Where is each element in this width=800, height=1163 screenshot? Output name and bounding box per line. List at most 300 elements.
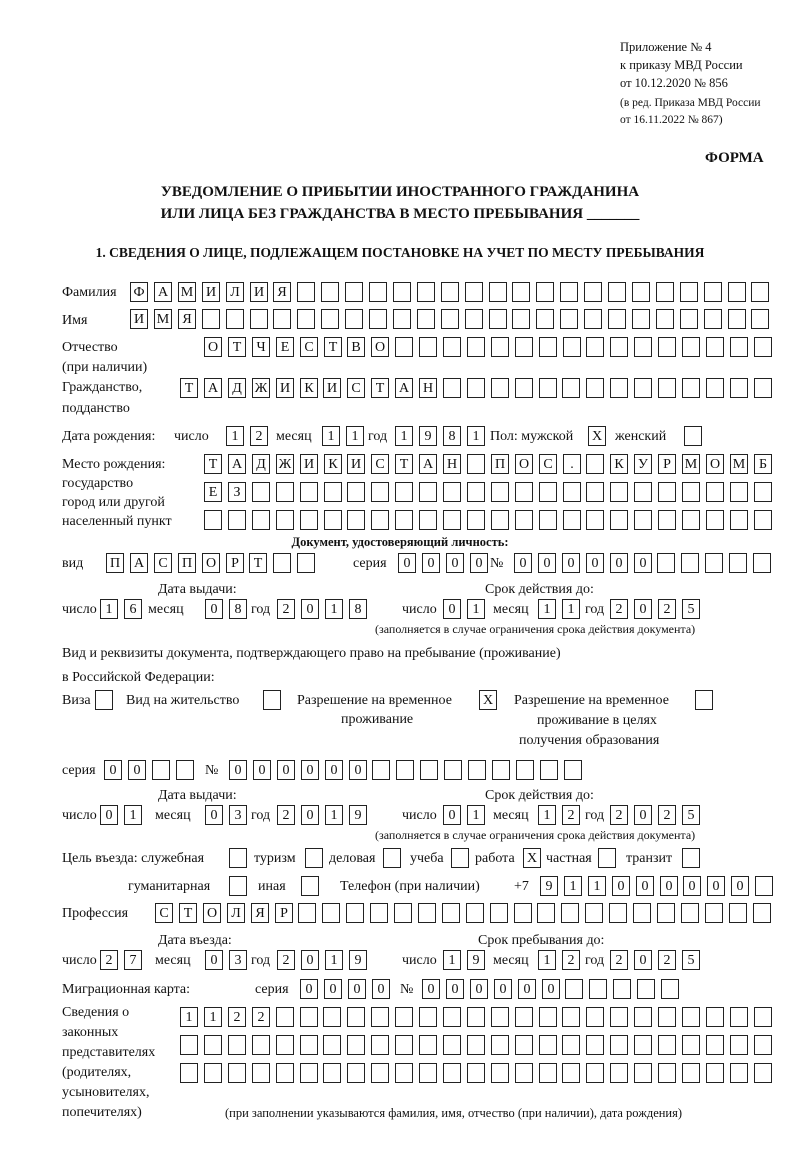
char-cell[interactable]: Я: [273, 282, 291, 302]
char-cell[interactable]: [419, 482, 437, 502]
char-cell[interactable]: С: [154, 553, 172, 573]
char-cell[interactable]: [632, 282, 650, 302]
char-cell[interactable]: И: [202, 282, 220, 302]
char-cell[interactable]: П: [491, 454, 509, 474]
char-cell[interactable]: [562, 1035, 580, 1055]
char-cell[interactable]: П: [178, 553, 196, 573]
checkbox[interactable]: [695, 690, 713, 710]
char-cell[interactable]: [371, 482, 389, 502]
char-cell[interactable]: [395, 337, 413, 357]
char-cell[interactable]: Т: [395, 454, 413, 474]
char-cell[interactable]: [730, 482, 748, 502]
char-cell[interactable]: [300, 1035, 318, 1055]
char-cell[interactable]: 0: [446, 553, 464, 573]
char-cell[interactable]: 2: [562, 805, 580, 825]
char-cell[interactable]: [228, 510, 246, 530]
char-cell[interactable]: [681, 553, 699, 573]
char-cell[interactable]: [204, 510, 222, 530]
char-cell[interactable]: [369, 282, 387, 302]
char-cell[interactable]: [680, 282, 698, 302]
char-cell[interactable]: 0: [349, 760, 367, 780]
char-cell[interactable]: [323, 1063, 341, 1083]
char-cell[interactable]: 5: [682, 805, 700, 825]
char-cell[interactable]: [584, 282, 602, 302]
char-cell[interactable]: Т: [371, 378, 389, 398]
char-cell[interactable]: 7: [124, 950, 142, 970]
char-cell[interactable]: [467, 337, 485, 357]
char-cell[interactable]: 1: [467, 599, 485, 619]
char-cell[interactable]: [300, 482, 318, 502]
char-cell[interactable]: Я: [251, 903, 269, 923]
char-cell[interactable]: 0: [731, 876, 749, 896]
char-cell[interactable]: [656, 309, 674, 329]
char-cell[interactable]: 0: [301, 805, 319, 825]
char-cell[interactable]: 0: [277, 760, 295, 780]
char-cell[interactable]: [705, 903, 723, 923]
char-cell[interactable]: 1: [538, 805, 556, 825]
char-cell[interactable]: [608, 309, 626, 329]
char-cell[interactable]: 0: [707, 876, 725, 896]
char-cell[interactable]: З: [228, 482, 246, 502]
char-cell[interactable]: [586, 1007, 604, 1027]
char-cell[interactable]: О: [515, 454, 533, 474]
char-cell[interactable]: 2: [610, 950, 628, 970]
char-cell[interactable]: 2: [658, 805, 676, 825]
char-cell[interactable]: [754, 510, 772, 530]
char-cell[interactable]: 0: [612, 876, 630, 896]
char-cell[interactable]: 0: [470, 553, 488, 573]
char-cell[interactable]: [371, 1007, 389, 1027]
char-cell[interactable]: [491, 378, 509, 398]
char-cell[interactable]: [467, 510, 485, 530]
char-cell[interactable]: 5: [682, 950, 700, 970]
checkbox[interactable]: X: [479, 690, 497, 710]
checkbox[interactable]: X: [588, 426, 606, 446]
char-cell[interactable]: 0: [301, 950, 319, 970]
char-cell[interactable]: 0: [514, 553, 532, 573]
char-cell[interactable]: Н: [419, 378, 437, 398]
char-cell[interactable]: 0: [634, 805, 652, 825]
char-cell[interactable]: Д: [252, 454, 270, 474]
char-cell[interactable]: [682, 337, 700, 357]
char-cell[interactable]: [321, 309, 339, 329]
char-cell[interactable]: [632, 309, 650, 329]
char-cell[interactable]: [322, 903, 340, 923]
char-cell[interactable]: [324, 510, 342, 530]
char-cell[interactable]: [584, 309, 602, 329]
char-cell[interactable]: [634, 1063, 652, 1083]
char-cell[interactable]: [706, 510, 724, 530]
char-cell[interactable]: [467, 1035, 485, 1055]
char-cell[interactable]: Т: [249, 553, 267, 573]
char-cell[interactable]: [706, 337, 724, 357]
char-cell[interactable]: 8: [443, 426, 461, 446]
char-cell[interactable]: [539, 482, 557, 502]
char-cell[interactable]: [539, 378, 557, 398]
char-cell[interactable]: [658, 378, 676, 398]
checkbox[interactable]: X: [523, 848, 541, 868]
char-cell[interactable]: [443, 1035, 461, 1055]
char-cell[interactable]: [491, 1063, 509, 1083]
checkbox[interactable]: [684, 426, 702, 446]
char-cell[interactable]: [661, 979, 679, 999]
char-cell[interactable]: 0: [301, 760, 319, 780]
char-cell[interactable]: 0: [422, 979, 440, 999]
char-cell[interactable]: [586, 337, 604, 357]
char-cell[interactable]: [345, 309, 363, 329]
char-cell[interactable]: [637, 979, 655, 999]
char-cell[interactable]: [658, 1035, 676, 1055]
char-cell[interactable]: 0: [229, 760, 247, 780]
char-cell[interactable]: [682, 378, 700, 398]
char-cell[interactable]: [585, 903, 603, 923]
char-cell[interactable]: [512, 309, 530, 329]
char-cell[interactable]: Б: [754, 454, 772, 474]
char-cell[interactable]: [706, 1063, 724, 1083]
char-cell[interactable]: [753, 903, 771, 923]
char-cell[interactable]: [371, 510, 389, 530]
char-cell[interactable]: Т: [228, 337, 246, 357]
char-cell[interactable]: [300, 1007, 318, 1027]
char-cell[interactable]: 2: [658, 599, 676, 619]
checkbox[interactable]: [301, 876, 319, 896]
char-cell[interactable]: [152, 760, 170, 780]
char-cell[interactable]: [561, 903, 579, 923]
char-cell[interactable]: И: [130, 309, 148, 329]
char-cell[interactable]: [395, 482, 413, 502]
char-cell[interactable]: [728, 282, 746, 302]
char-cell[interactable]: [730, 1063, 748, 1083]
char-cell[interactable]: [467, 482, 485, 502]
char-cell[interactable]: [634, 482, 652, 502]
char-cell[interactable]: 0: [470, 979, 488, 999]
char-cell[interactable]: 1: [395, 426, 413, 446]
char-cell[interactable]: [417, 309, 435, 329]
char-cell[interactable]: [754, 378, 772, 398]
char-cell[interactable]: У: [634, 454, 652, 474]
char-cell[interactable]: 2: [252, 1007, 270, 1027]
char-cell[interactable]: [372, 760, 390, 780]
char-cell[interactable]: [610, 1035, 628, 1055]
char-cell[interactable]: К: [610, 454, 628, 474]
char-cell[interactable]: Р: [658, 454, 676, 474]
char-cell[interactable]: И: [300, 454, 318, 474]
char-cell[interactable]: [252, 1035, 270, 1055]
char-cell[interactable]: [610, 1007, 628, 1027]
char-cell[interactable]: [515, 482, 533, 502]
char-cell[interactable]: [536, 282, 554, 302]
char-cell[interactable]: 2: [658, 950, 676, 970]
char-cell[interactable]: 1: [180, 1007, 198, 1027]
char-cell[interactable]: 0: [562, 553, 580, 573]
char-cell[interactable]: [417, 282, 435, 302]
char-cell[interactable]: А: [228, 454, 246, 474]
char-cell[interactable]: 1: [226, 426, 244, 446]
char-cell[interactable]: [539, 510, 557, 530]
char-cell[interactable]: [418, 903, 436, 923]
char-cell[interactable]: 8: [349, 599, 367, 619]
char-cell[interactable]: [276, 482, 294, 502]
char-cell[interactable]: [634, 378, 652, 398]
char-cell[interactable]: [634, 337, 652, 357]
char-cell[interactable]: А: [395, 378, 413, 398]
char-cell[interactable]: [466, 903, 484, 923]
char-cell[interactable]: М: [154, 309, 172, 329]
char-cell[interactable]: А: [204, 378, 222, 398]
char-cell[interactable]: 9: [419, 426, 437, 446]
char-cell[interactable]: [393, 309, 411, 329]
char-cell[interactable]: 0: [205, 805, 223, 825]
char-cell[interactable]: 1: [204, 1007, 222, 1027]
char-cell[interactable]: 2: [228, 1007, 246, 1027]
char-cell[interactable]: [560, 309, 578, 329]
char-cell[interactable]: 1: [443, 950, 461, 970]
char-cell[interactable]: О: [202, 553, 220, 573]
char-cell[interactable]: [465, 282, 483, 302]
char-cell[interactable]: [564, 760, 582, 780]
char-cell[interactable]: [560, 282, 578, 302]
char-cell[interactable]: 2: [277, 805, 295, 825]
char-cell[interactable]: [395, 1035, 413, 1055]
char-cell[interactable]: [468, 760, 486, 780]
char-cell[interactable]: [586, 1063, 604, 1083]
char-cell[interactable]: [613, 979, 631, 999]
char-cell[interactable]: [562, 1063, 580, 1083]
char-cell[interactable]: 1: [325, 805, 343, 825]
char-cell[interactable]: [680, 309, 698, 329]
char-cell[interactable]: [467, 454, 485, 474]
char-cell[interactable]: [563, 482, 581, 502]
char-cell[interactable]: П: [106, 553, 124, 573]
char-cell[interactable]: [321, 282, 339, 302]
char-cell[interactable]: 0: [422, 553, 440, 573]
char-cell[interactable]: [491, 1007, 509, 1027]
char-cell[interactable]: 1: [346, 426, 364, 446]
char-cell[interactable]: [298, 903, 316, 923]
char-cell[interactable]: [395, 510, 413, 530]
char-cell[interactable]: [754, 1063, 772, 1083]
char-cell[interactable]: [537, 903, 555, 923]
char-cell[interactable]: [443, 378, 461, 398]
char-cell[interactable]: К: [324, 454, 342, 474]
char-cell[interactable]: [489, 282, 507, 302]
char-cell[interactable]: [345, 282, 363, 302]
char-cell[interactable]: 1: [564, 876, 582, 896]
char-cell[interactable]: 1: [562, 599, 580, 619]
char-cell[interactable]: [252, 510, 270, 530]
char-cell[interactable]: [419, 337, 437, 357]
char-cell[interactable]: 0: [128, 760, 146, 780]
char-cell[interactable]: 5: [682, 599, 700, 619]
char-cell[interactable]: [586, 510, 604, 530]
char-cell[interactable]: [610, 378, 628, 398]
char-cell[interactable]: 1: [325, 599, 343, 619]
char-cell[interactable]: 0: [205, 950, 223, 970]
char-cell[interactable]: [682, 1063, 700, 1083]
char-cell[interactable]: [443, 482, 461, 502]
char-cell[interactable]: [371, 1063, 389, 1083]
char-cell[interactable]: [443, 1007, 461, 1027]
char-cell[interactable]: Л: [227, 903, 245, 923]
char-cell[interactable]: Е: [204, 482, 222, 502]
char-cell[interactable]: Т: [324, 337, 342, 357]
char-cell[interactable]: [202, 309, 220, 329]
char-cell[interactable]: [705, 553, 723, 573]
char-cell[interactable]: Е: [276, 337, 294, 357]
char-cell[interactable]: [682, 1007, 700, 1027]
char-cell[interactable]: [323, 1035, 341, 1055]
char-cell[interactable]: 1: [538, 950, 556, 970]
char-cell[interactable]: [443, 510, 461, 530]
char-cell[interactable]: [586, 378, 604, 398]
char-cell[interactable]: 2: [610, 805, 628, 825]
char-cell[interactable]: [539, 1063, 557, 1083]
char-cell[interactable]: [514, 903, 532, 923]
char-cell[interactable]: [369, 309, 387, 329]
char-cell[interactable]: [586, 1035, 604, 1055]
char-cell[interactable]: А: [130, 553, 148, 573]
char-cell[interactable]: [539, 1035, 557, 1055]
checkbox[interactable]: [682, 848, 700, 868]
char-cell[interactable]: [347, 510, 365, 530]
char-cell[interactable]: 2: [277, 950, 295, 970]
char-cell[interactable]: [610, 482, 628, 502]
checkbox[interactable]: [305, 848, 323, 868]
char-cell[interactable]: 6: [124, 599, 142, 619]
char-cell[interactable]: 0: [446, 979, 464, 999]
char-cell[interactable]: [706, 482, 724, 502]
char-cell[interactable]: В: [347, 337, 365, 357]
char-cell[interactable]: [539, 1007, 557, 1027]
char-cell[interactable]: .: [563, 454, 581, 474]
char-cell[interactable]: [586, 454, 604, 474]
char-cell[interactable]: [730, 1035, 748, 1055]
char-cell[interactable]: [751, 282, 769, 302]
char-cell[interactable]: [347, 1007, 365, 1027]
char-cell[interactable]: [730, 1007, 748, 1027]
char-cell[interactable]: 2: [100, 950, 118, 970]
char-cell[interactable]: [297, 309, 315, 329]
char-cell[interactable]: 1: [467, 426, 485, 446]
char-cell[interactable]: Н: [443, 454, 461, 474]
char-cell[interactable]: Ж: [276, 454, 294, 474]
char-cell[interactable]: [657, 553, 675, 573]
char-cell[interactable]: [276, 1035, 294, 1055]
char-cell[interactable]: [562, 378, 580, 398]
char-cell[interactable]: 0: [518, 979, 536, 999]
char-cell[interactable]: [395, 1063, 413, 1083]
char-cell[interactable]: [370, 903, 388, 923]
char-cell[interactable]: 1: [100, 599, 118, 619]
char-cell[interactable]: [347, 1063, 365, 1083]
char-cell[interactable]: 0: [324, 979, 342, 999]
char-cell[interactable]: 0: [636, 876, 654, 896]
char-cell[interactable]: 0: [205, 599, 223, 619]
char-cell[interactable]: [489, 309, 507, 329]
char-cell[interactable]: [204, 1035, 222, 1055]
char-cell[interactable]: [682, 510, 700, 530]
char-cell[interactable]: И: [323, 378, 341, 398]
char-cell[interactable]: А: [419, 454, 437, 474]
char-cell[interactable]: [657, 903, 675, 923]
char-cell[interactable]: [323, 1007, 341, 1027]
char-cell[interactable]: [729, 903, 747, 923]
char-cell[interactable]: Л: [226, 282, 244, 302]
char-cell[interactable]: [419, 510, 437, 530]
char-cell[interactable]: 9: [349, 805, 367, 825]
char-cell[interactable]: [228, 1063, 246, 1083]
char-cell[interactable]: [250, 309, 268, 329]
char-cell[interactable]: [658, 337, 676, 357]
char-cell[interactable]: [371, 1035, 389, 1055]
char-cell[interactable]: [754, 1035, 772, 1055]
char-cell[interactable]: Т: [180, 378, 198, 398]
char-cell[interactable]: [419, 1007, 437, 1027]
char-cell[interactable]: 0: [660, 876, 678, 896]
char-cell[interactable]: [563, 337, 581, 357]
char-cell[interactable]: [539, 337, 557, 357]
char-cell[interactable]: 0: [443, 805, 461, 825]
char-cell[interactable]: [252, 482, 270, 502]
char-cell[interactable]: 1: [467, 805, 485, 825]
char-cell[interactable]: [467, 1007, 485, 1027]
char-cell[interactable]: 0: [494, 979, 512, 999]
checkbox[interactable]: [451, 848, 469, 868]
char-cell[interactable]: 8: [229, 599, 247, 619]
char-cell[interactable]: Д: [228, 378, 246, 398]
char-cell[interactable]: [586, 482, 604, 502]
char-cell[interactable]: [180, 1035, 198, 1055]
char-cell[interactable]: [704, 309, 722, 329]
char-cell[interactable]: [491, 482, 509, 502]
char-cell[interactable]: С: [300, 337, 318, 357]
char-cell[interactable]: [751, 309, 769, 329]
char-cell[interactable]: [441, 282, 459, 302]
char-cell[interactable]: 1: [588, 876, 606, 896]
char-cell[interactable]: [273, 309, 291, 329]
char-cell[interactable]: 1: [322, 426, 340, 446]
char-cell[interactable]: О: [371, 337, 389, 357]
char-cell[interactable]: [347, 1035, 365, 1055]
char-cell[interactable]: [656, 282, 674, 302]
char-cell[interactable]: 0: [100, 805, 118, 825]
char-cell[interactable]: [730, 337, 748, 357]
char-cell[interactable]: [515, 1063, 533, 1083]
char-cell[interactable]: 9: [349, 950, 367, 970]
char-cell[interactable]: [634, 1035, 652, 1055]
char-cell[interactable]: [755, 876, 773, 896]
checkbox[interactable]: [229, 876, 247, 896]
char-cell[interactable]: 0: [542, 979, 560, 999]
char-cell[interactable]: [273, 553, 291, 573]
char-cell[interactable]: [681, 903, 699, 923]
char-cell[interactable]: [515, 1035, 533, 1055]
char-cell[interactable]: 0: [634, 599, 652, 619]
char-cell[interactable]: [324, 482, 342, 502]
char-cell[interactable]: 0: [300, 979, 318, 999]
char-cell[interactable]: [565, 979, 583, 999]
char-cell[interactable]: [490, 903, 508, 923]
char-cell[interactable]: [589, 979, 607, 999]
char-cell[interactable]: 1: [538, 599, 556, 619]
char-cell[interactable]: [634, 510, 652, 530]
char-cell[interactable]: [729, 553, 747, 573]
char-cell[interactable]: [276, 1063, 294, 1083]
char-cell[interactable]: К: [300, 378, 318, 398]
char-cell[interactable]: [419, 1035, 437, 1055]
char-cell[interactable]: 0: [586, 553, 604, 573]
char-cell[interactable]: [754, 337, 772, 357]
